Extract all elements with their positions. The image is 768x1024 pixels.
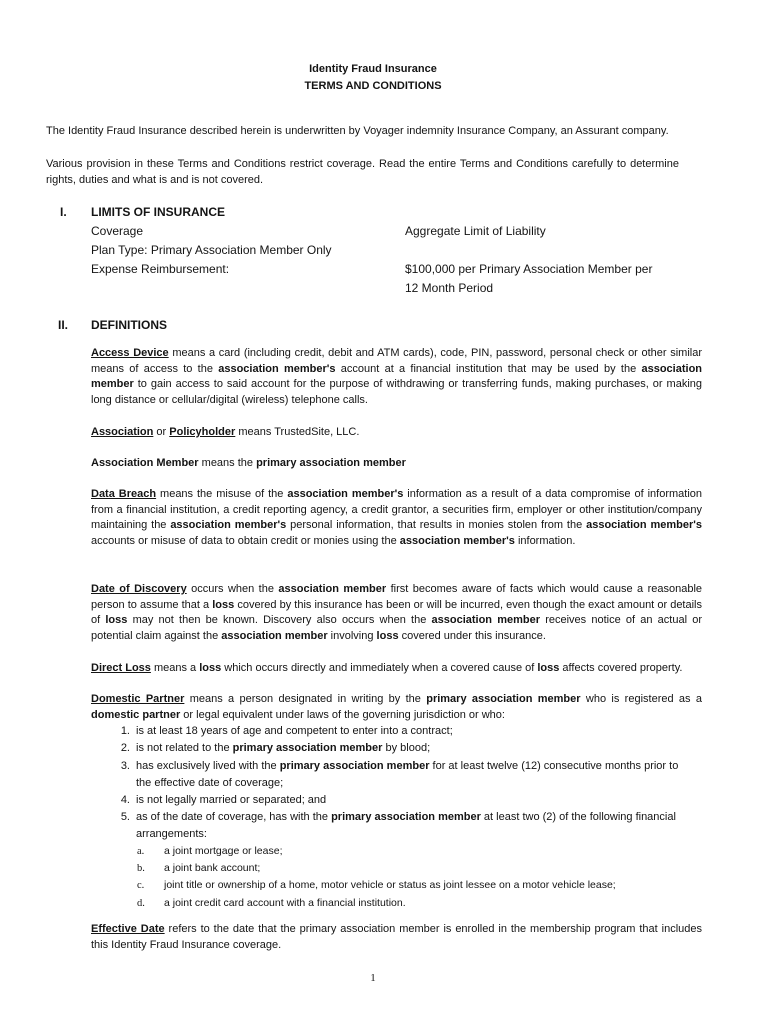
plan-type: Plan Type: Primary Association Member Only <box>91 243 332 257</box>
sublist-item <box>137 877 616 895</box>
defined-term: association member's <box>287 488 404 500</box>
section-number: II. <box>58 318 69 332</box>
list-item <box>110 809 676 826</box>
definition-text: or legal equivalent under laws of the governing jurisdiction or who: <box>180 708 505 721</box>
list-item-text: a joint mortgage or lease; <box>164 845 283 857</box>
defined-term: association member's <box>586 519 703 532</box>
list-item-continuation: the effective date of coverage; <box>136 777 284 789</box>
defined-term: primary association member <box>256 457 406 469</box>
list-item <box>110 792 326 809</box>
term: Effective Date <box>91 923 165 935</box>
list-item-text: a joint bank account; <box>164 862 261 874</box>
defined-term: loss <box>537 662 560 674</box>
list-marker: b. <box>137 863 145 874</box>
list-item-text: as of the date of coverage, has with the <box>136 811 332 823</box>
list-item <box>110 758 678 775</box>
defined-term: association member <box>91 362 703 391</box>
definition-date-of-discovery <box>91 582 702 644</box>
expense-value-line2: 12 Month Period <box>405 281 494 295</box>
definition-text: refers to the date that the primary association member is enrolled in the membership program that includes this Identity Fraud Insurance coverage. <box>91 923 702 951</box>
definition-text: means the misuse of the <box>156 488 288 500</box>
definition-text: involving <box>327 629 377 642</box>
defined-term: loss <box>376 629 399 642</box>
section-heading-limits: LIMITS OF INSURANCE <box>91 205 225 219</box>
defined-term: association member's <box>170 519 287 532</box>
list-item <box>110 740 430 757</box>
definition-association <box>91 425 702 441</box>
defined-term: domestic partner <box>91 708 181 721</box>
definition-text: receives notice of an actual or potential claim against the <box>91 614 703 642</box>
definition-text: first becomes aware of facts which would cause a reasonable person to assume that a <box>91 583 703 611</box>
sublist-item <box>137 895 406 913</box>
list-item-text: is not related to the <box>136 742 233 754</box>
term: Data Breach <box>91 488 157 500</box>
definition-text: means a card (including credit, debit and ATM cards), code, PIN, password, personal check or other similar means of access to the <box>91 347 703 375</box>
list-item-text: by blood; <box>382 742 431 754</box>
term: Association <box>91 426 154 438</box>
definition-direct-loss <box>91 661 702 677</box>
list-item <box>110 723 453 740</box>
defined-term: primary association member <box>426 693 581 705</box>
list-marker: 1. <box>120 725 130 737</box>
definition-text: to gain access to said account for the purpose of withdrawing or transferring funds, making purchases, or making long distance or cellular/digital (wireless) telephone calls. <box>91 378 702 406</box>
definition-text: information. <box>514 534 576 547</box>
sublist-item <box>137 860 260 878</box>
expense-value-line1: $100,000 per Primary Association Member per <box>405 262 653 276</box>
document-subtitle: TERMS AND CONDITIONS <box>304 80 442 92</box>
definition-text: covered by this insurance has been or will be incurred, even though the exact amount or details of <box>91 598 702 627</box>
definition-text: information as a result of a data compromise of information from a financial institution, a credit reporting agency, a credit grantor, a securities firm, employer or other institution/company maintaining the <box>91 488 703 532</box>
section-number: I. <box>60 205 67 219</box>
list-item-text: is at least 18 years of age and competent to enter into a contract; <box>136 725 453 737</box>
list-marker: 3. <box>120 760 130 772</box>
definition-text: occurs when the <box>186 583 279 595</box>
defined-term: primary association member <box>232 742 383 754</box>
definition-data-breach <box>91 487 702 549</box>
defined-term: association member <box>221 629 328 642</box>
sublist-item <box>137 843 282 861</box>
definition-text: means a <box>150 662 200 674</box>
coverage-label: Coverage <box>91 224 144 238</box>
page-number: 1 <box>370 972 376 984</box>
term: Direct Loss <box>91 662 151 674</box>
definition-text: which occurs directly and immediately when a covered cause of <box>221 662 538 674</box>
list-marker: 5. <box>120 811 130 823</box>
list-item-text: has exclusively lived with the <box>136 760 280 772</box>
defined-term: loss <box>212 598 235 611</box>
defined-term: association member's <box>218 362 336 375</box>
defined-term: loss <box>199 662 222 674</box>
list-item-text: at least two (2) of the following financial <box>480 811 676 823</box>
document-title: Identity Fraud Insurance <box>309 63 437 75</box>
definition-text: or <box>153 426 170 438</box>
term: Association Member <box>91 457 199 469</box>
intro-provision-paragraph: Various provision in these Terms and Conditions restrict coverage. Read the entire Terms and Conditions carefully to determine rights, duties and what is and is not covered. <box>46 158 679 186</box>
defined-term: primary association member <box>279 760 430 772</box>
list-marker: c. <box>137 880 145 891</box>
definition-text: affects covered property. <box>559 662 683 674</box>
defined-term: loss <box>105 614 128 627</box>
definition-text: accounts or misuse of data to obtain credit or monies using the <box>91 534 400 547</box>
list-marker: 4. <box>120 794 130 806</box>
list-item-text: a joint credit card account with a financial institution. <box>164 897 406 909</box>
definition-domestic-partner <box>91 692 702 723</box>
list-marker: a. <box>137 846 145 857</box>
defined-term: association member <box>431 614 541 627</box>
list-marker: 2. <box>120 742 130 754</box>
definition-text: personal information, that results in monies stolen from the <box>286 519 587 532</box>
defined-term: primary association member <box>331 811 481 823</box>
intro-underwriter-paragraph: The Identity Fraud Insurance described herein is underwritten by Voyager indemnity Insurance Company, an Assurant company. <box>46 125 669 137</box>
term: Policyholder <box>169 426 236 438</box>
term: Access Device <box>91 347 169 359</box>
list-item-text: joint title or ownership of a home, motor vehicle or status as joint lessee on a motor vehicle lease; <box>164 879 616 891</box>
list-item-text: for at least twelve (12) consecutive months prior to <box>429 760 679 772</box>
defined-term: association member's <box>399 534 515 547</box>
term: Domestic Partner <box>91 693 185 705</box>
expense-reimbursement-label: Expense Reimbursement: <box>91 262 230 276</box>
list-item-continuation: arrangements: <box>136 828 207 840</box>
definition-text: may not then be known. Discovery also occurs when the <box>127 614 432 627</box>
section-heading-definitions: DEFINITIONS <box>91 318 168 332</box>
list-item-text: is not legally married or separated; and <box>136 794 327 806</box>
definition-association-member <box>91 456 702 472</box>
definition-effective-date <box>91 922 702 953</box>
definition-text: account at a financial institution that may be used by the <box>335 362 642 375</box>
defined-term: association member <box>278 583 387 595</box>
definition-text: means TrustedSite, LLC. <box>235 426 360 438</box>
definition-text: covered under this insurance. <box>398 629 546 642</box>
definition-text: means the <box>198 457 257 469</box>
coverage-value: Aggregate Limit of Liability <box>405 224 546 238</box>
list-marker: d. <box>137 898 145 909</box>
definition-access-device <box>91 346 702 408</box>
definition-text: means a person designated in writing by the <box>184 693 427 705</box>
term: Date of Discovery <box>91 583 187 595</box>
definition-text: who is registered as a <box>580 693 702 705</box>
